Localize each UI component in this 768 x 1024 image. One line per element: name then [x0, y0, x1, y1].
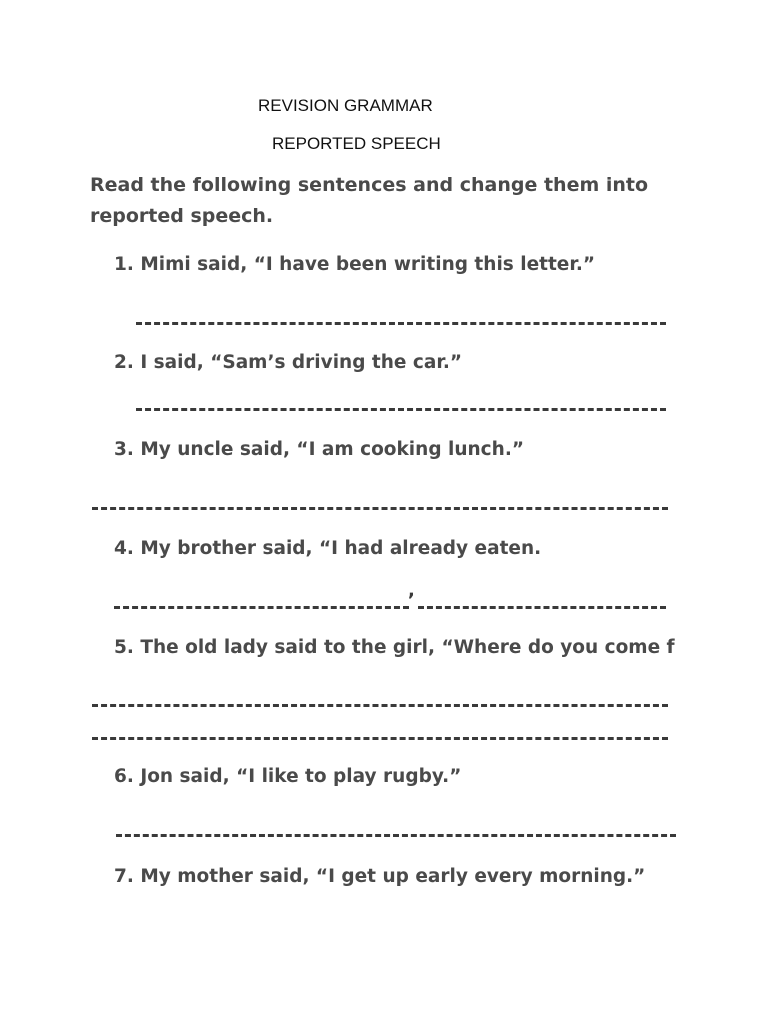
question-6: 6. Jon said, “I like to play rugby.” — [114, 766, 462, 787]
question-5: 5. The old lady said to the girl, “Where do you come f — [114, 637, 675, 658]
answer-line-2 — [136, 408, 666, 411]
question-2: 2. I said, “Sam’s driving the car.” — [114, 352, 463, 373]
answer-line-6 — [116, 834, 676, 837]
answer-line-5b — [92, 737, 668, 740]
answer-line-4b — [418, 606, 666, 609]
worksheet-title: REVISION GRAMMAR — [258, 96, 433, 115]
question-4: 4. My brother said, “I had already eaten. — [114, 538, 542, 559]
instructions: Read the following sentences and change them into reported speech. — [90, 174, 649, 227]
answer-line-4a — [114, 606, 409, 609]
question-7: 7. My mother said, “I get up early every morning.” — [114, 866, 646, 887]
answer-line-5a — [92, 704, 668, 707]
question-1: 1. Mimi said, “I have been writing this letter.” — [114, 254, 596, 275]
answer-line-3 — [92, 507, 668, 510]
question-3: 3. My uncle said, “I am cooking lunch.” — [114, 439, 525, 460]
answer-comma-mark: , — [408, 580, 415, 601]
answer-line-1 — [136, 322, 666, 325]
worksheet-subtitle: REPORTED SPEECH — [272, 134, 441, 153]
